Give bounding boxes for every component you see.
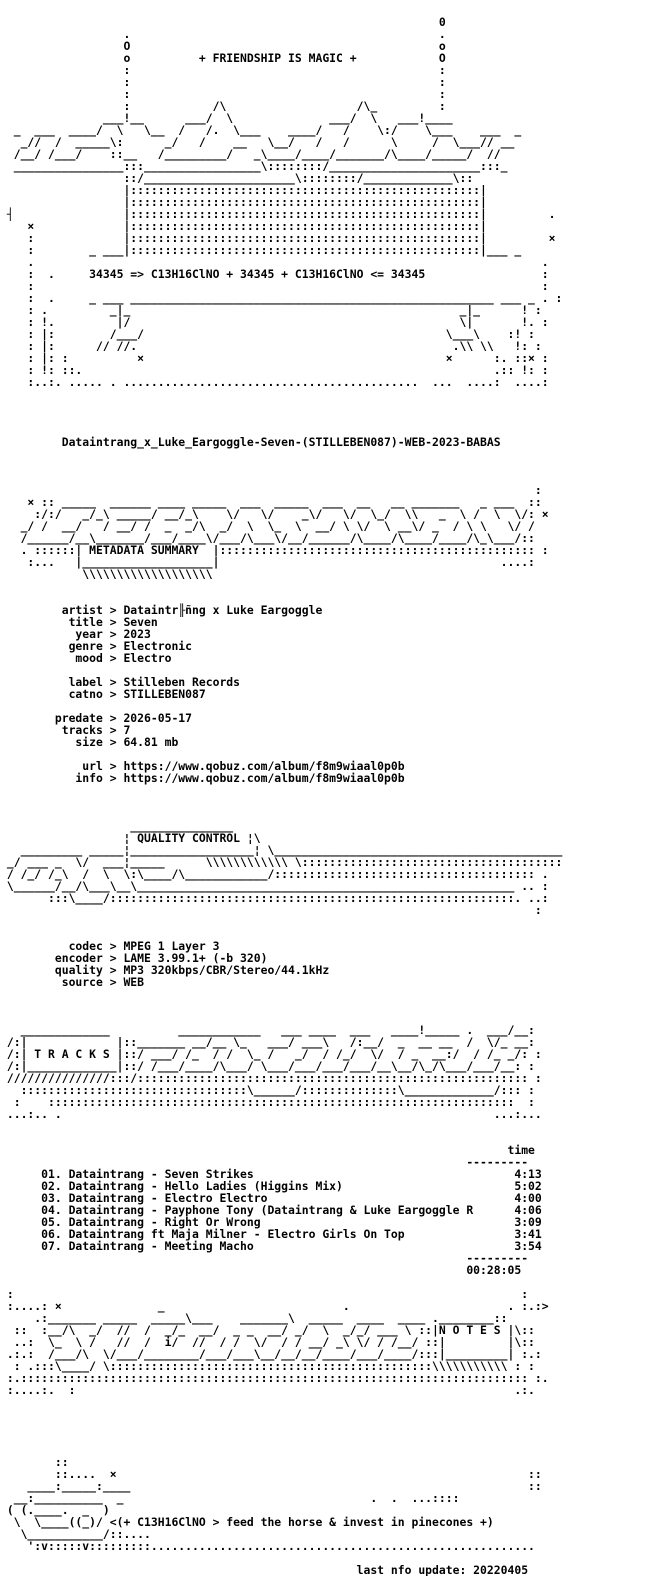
nfo-line: :: :__/\ _/ // / _/_ __/ _ _ __/ _/ \ _/_/ ___ \ ::|N O T E S |\:: [0, 1323, 542, 1337]
nfo-line: \___________/::.... [0, 1527, 535, 1541]
nfo-line: 0 [0, 15, 549, 29]
nfo-line: :.:::::::::::::::::::::::::::::::::::::::::::::::::::::::::::::::::::::::::: :. [0, 1371, 556, 1385]
nfo-line: 00:28:05 [0, 1263, 535, 1277]
nfo-line: info > https://www.qobuz.com/album/f8m9wiaal0p0b [0, 771, 556, 785]
nfo-line: _______________ [0, 819, 549, 833]
nfo-line: : .:::\____/ \:::::::::::::::::::::::::::::::::::::::::::::::\\\\\\\\\\\ : : [0, 1359, 542, 1373]
nfo-line: . . [0, 255, 556, 269]
nfo-line: : . _|_ _|_ ! : [0, 303, 549, 317]
nfo-line: --------- [0, 1155, 542, 1169]
nfo-line: label > Stilleben Records [0, 675, 556, 689]
nfo-line: ...:.. . ...:... [0, 1107, 549, 1121]
nfo-line: : : [0, 279, 556, 293]
nfo-line: 01. Dataintrang - Seven Strikes 4:13 [0, 1167, 556, 1181]
nfo-line: genre > Electronic [0, 639, 556, 653]
nfo-line: . . [0, 27, 549, 41]
nfo-line: year > 2023 [0, 627, 556, 641]
nfo-line: artist > Dataintr╟ñng x Luke Eargoggle [0, 603, 542, 617]
nfo-line: : /\ /\_ : [0, 99, 549, 113]
nfo-line: : |: : × × :. ::× : [0, 351, 556, 365]
nfo-line: \\\\\\\\\\\\\\\\\\\ [0, 567, 549, 581]
nfo-line: catno > STILLEBEN087 [0, 687, 556, 701]
nfo-line: time [0, 1143, 549, 1157]
nfo-line: _ ___ ____/ \ \__ / /. \___ ____/ / \:/ \___ ___ _ [0, 123, 542, 137]
nfo-line: mood > Electro [0, 651, 556, 665]
nfo-line: : |: /___/ \___\ :! : [0, 327, 542, 341]
nfo-line: _/ ___ _ \/ ___¦_____ \\\\\\\\\\\\ \:::::::::::::::::::::::::::::::::::::: [0, 855, 570, 869]
nfo-line: .:.: /___/\ \/___/________/___/___\__/__/__/____/___/____/:::|_________| :.: [0, 1347, 549, 1361]
nfo-line: .:_______ _____ _____\___ _______\ _____ ____ ____ .________:: [0, 1311, 515, 1325]
nfo-line: /:| |::_______ __/__ \_ ___/ ___\ /:__/ _ __ __ / \/_ __: [0, 1035, 542, 1049]
nfo-line: tracks > 7 [0, 723, 556, 737]
nfo-line: . ::::::| METADATA SUMMARY |:::::::::::::::::::::::::::::::::::::::::::::: : [0, 543, 570, 557]
nfo-line: 04. Dataintrang - Payphone Tony (Dataintrang & Luke Eargoggle R 4:06 [0, 1203, 556, 1217]
nfo-line: last nfo update: 20220405 [0, 1563, 549, 1576]
nfo-line: source > WEB [0, 975, 556, 989]
nfo-line: /__/ /___/ ::__ /_________/ _\____/____/_______/\____/_____/ // [0, 147, 542, 161]
nfo-line: : : [0, 75, 549, 89]
nfo-line: ::.... × :: [0, 1467, 549, 1481]
nfo-line: 06. Dataintrang ft Maja Milner - Electro Girls On Top 3:41 [0, 1227, 556, 1241]
nfo-line: × :: _____ ______ ____ _____ ___ _____ ___ __ __ _______ _ ___ :: [0, 495, 549, 509]
nfo-line: ¦ QUALITY CONTROL ¦\ [0, 831, 556, 845]
nfo-line: ________________:::_________________\::::::::/______________________:::_ [0, 159, 549, 173]
nfo-line: \ \____((_)/ <(+ C13H16ClNO > feed the horse & invest in pinecones +) [0, 1515, 529, 1529]
nfo-line: : _ ___|:::::::::::::::::::::::::::::::::::::::::::::::::::|___ _ [0, 243, 563, 257]
nfo-line: :..:. ..... . ........................................... ... ....: ....: [0, 375, 556, 389]
nfo-line: size > 64.81 mb [0, 735, 556, 749]
nfo-line: :::\____/:::::::::::::::::::::::::::::::::::::::::::::::::::::::::::. ..: [0, 891, 556, 905]
nfo-line: ____:_____:____ :: [0, 1479, 549, 1493]
nfo-line: : . _ ___ _____________________________________________________ ___ _ . : [0, 291, 570, 305]
nfo-line: : [0, 903, 556, 917]
nfo-line: × |:::::::::::::::::::::::::::::::::::::::::::::::::::| [0, 219, 563, 233]
nfo-line: O o [0, 39, 549, 53]
nfo-line: ///////////////:::/::::::::::::::::::::::::::::::::::::::::::::::::::::::::: : [0, 1071, 549, 1085]
nfo-line: Dataintrang_x_Luke_Eargoggle-Seven-(STILLEBEN087)-WEB-2023-BABAS [0, 435, 549, 449]
nfo-line: :: [0, 1455, 549, 1469]
nfo-line: : |: // //. .\\ \\ !: : [0, 339, 549, 353]
nfo-line: url > https://www.qobuz.com/album/f8m9wiaal0p0b [0, 759, 556, 773]
nfo-line: 03. Dataintrang - Electro Electro 4:00 [0, 1191, 556, 1205]
nfo-line: : !. |/ \| !. : [0, 315, 556, 329]
nfo-line: ( (.____. _ ) [0, 1503, 529, 1517]
nfo-line: : !: ::. .:: !: : [0, 363, 556, 377]
nfo-line: 07. Dataintrang - Meeting Macho 3:54 [0, 1239, 556, 1253]
nfo-line: :/:/ _/_\ _____/ __/_\ \/ \/ _\/ \/ \_/ \\ _ \ / \ \/: × [0, 507, 556, 521]
nfo-line: ___!__ ___/ \ ___/ \ ___!____ [0, 111, 535, 125]
nfo-line: quality > MP3 320kbps/CBR/Stereo/44.1kHz [0, 963, 556, 977]
nfo-line: _____________ ____________ ___ ____ ___ ____!_____ . ___/__: [0, 1023, 549, 1037]
nfo-line: --------- [0, 1251, 542, 1265]
nfo-line: |:::::::::::::::::::::::::::::::::::::::::::::::::::| [0, 183, 563, 197]
nfo-line: \______/__/\___\__\_______________________________________________________ .. : [0, 879, 563, 893]
nfo-line: ':v:::::v:::::::::........................................................ [0, 1539, 549, 1553]
nfo-line: : . 34345 => C13H16ClNO + 34345 + C13H16ClNO <= 34345 : [0, 267, 556, 281]
nfo-line: |:::::::::::::::::::::::::::::::::::::::::::::::::::| [0, 195, 563, 209]
nfo-line: :....: × _ . . :.:> [0, 1299, 556, 1313]
nfo-line: : |:::::::::::::::::::::::::::::::::::::::::::::::::::| × [0, 231, 563, 245]
nfo-line: 02. Dataintrang - Hello Ladies (Higgins Mix) 5:02 [0, 1179, 556, 1193]
nfo-line: __:__________ _ . . ...:::: [0, 1491, 467, 1505]
nfo-line: / /_/ /_\ / \ \:\____/\____________/:::::::::::::::::::::::::::::::::::::: . [0, 867, 556, 881]
nfo-line: /:| T R A C K S |::/ ___/ /_ / / \_ / _/ / /_/ \/ / _ __:/ / /_ _/: : [0, 1047, 549, 1061]
nfo-line: _/ / __/ / __/ / _ _/\ _/ \ \_ \ __/ \ \/ \ __\/ _ / \ \ \/ / [0, 519, 549, 533]
nfo-line: : : [0, 87, 549, 101]
nfo-line: ..: \_ \ / // / i/ // / / \/ / / __/ _\ \/ / /__/ ::| |\:: [0, 1335, 542, 1349]
nfo-line: /______/__\_______/___/____\/___/\___\/__/______/\____/\____/____/\_\___/:: [0, 531, 556, 545]
nfo-line: _________ _____¦__________________¦ \__________________________________________ [0, 843, 570, 857]
nfo-line: 05. Dataintrang - Right Or Wrong 3:09 [0, 1215, 556, 1229]
nfo-line: /:|_____________|::/ /___/____/\___/ \___/___/___/___/__\__/\_/\___/___/__: : [0, 1059, 542, 1073]
nfo-line: : : [0, 1287, 549, 1301]
nfo-line: encoder > LAME 3.99.1+ (-b 320) [0, 951, 556, 965]
nfo-line: :....:. : .:. [0, 1383, 542, 1397]
nfo-line: : : [0, 63, 549, 77]
nfo-line: :::::::::::::::::::::::::::::::::\______/::::::::::::::\_____________/::: : [0, 1083, 549, 1097]
nfo-line: : :::::::::::::::::::::::::::::::::::::::::::::::::::::::::::::::::::: : [0, 1095, 549, 1109]
nfo-line: title > Seven [0, 615, 556, 629]
nfo-line: o + FRIENDSHIP IS MAGIC + O [0, 51, 549, 65]
nfo-line: ::/______________________\::::::::/_____________\:: [0, 171, 549, 185]
nfo-line: :... |___________________| ....: [0, 555, 549, 569]
nfo-line: codec > MPEG 1 Layer 3 [0, 939, 556, 953]
nfo-line: _// / _____\: _/ / __ \__/ / / \ / \___// __ [0, 135, 542, 149]
nfo-line: ┤ |:::::::::::::::::::::::::::::::::::::::::::::::::::| . [0, 207, 563, 221]
nfo-line: predate > 2026-05-17 [0, 711, 556, 725]
nfo-line: : [0, 483, 549, 497]
